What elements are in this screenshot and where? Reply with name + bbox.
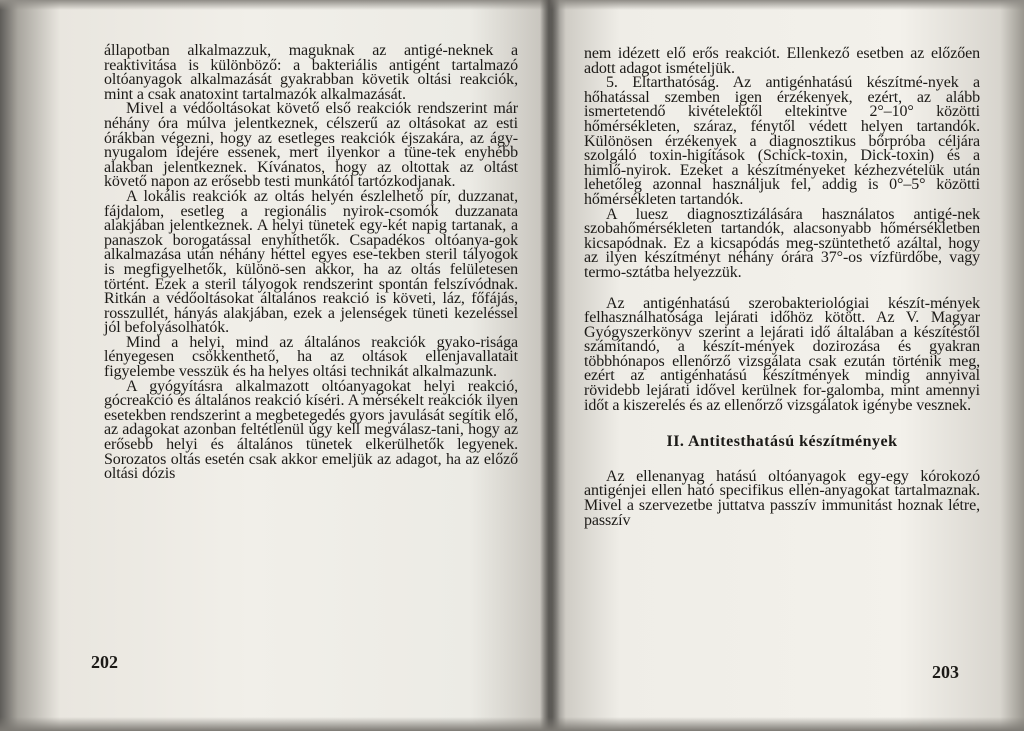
right-page (552, 0, 1024, 731)
right-paragraph: Az ellenanyag hatású oltóanyagok egy-egy kórokozó antigénjei ellen ható specifikus ellen-anyagokat tartalmaznak. Mivel a szervezetbe juttatva passzív immunitást hoznak létre, passzív (584, 467, 980, 529)
section-heading: II. Antitesthatású készítmények (666, 433, 898, 451)
left-paragraph: állapotban alkalmazzuk, maguknak az antigé-neknek a reaktivitása is különböző: a bakteriális antigént tartalmazó oltóanyagok alkalmazását gyakrabban követik oltási reakciók, mint a csak anatoxint tartalmazók alkalmazását. (104, 42, 518, 103)
left-paragraph: Mivel a védőoltásokat követő első reakciók rendszerint már néhány óra múlva jelentkeznek, célszerű az oltásokat az esti órákban végezni, hogy az esetleges reakciók éjszakára, az ágy-nyugalom idejére essenek, mert ilyenkor a tüne-tek enyhébb alakban jelentkeznek. Kívánatos, hogy az oltottak az oltást követő napon az erősebb testi munkától tartózkodjanak. (104, 100, 518, 191)
left-paragraph: A lokális reakciók az oltás helyén észlelhető pír, duzzanat, fájdalom, esetleg a regionális nyirok-csomók duzzanata alakjában jelentkeznek. A helyi tünetek egy-két napig tartanak, a panaszok borogatással enyhíthetők. Csapadékos oltóanya-gok alkalmazása után néhány héttel egyes ese-tekben steril tályogok is megfigyelhetők, különö-sen akkor, ha az oltás felületesen történt. Ezek a steril tályogok rendszerint spontán felszívódnak. Ritkán a védőoltásokat általános reakció is követi, láz, főfájás, rosszullét, hányás alakjában, ezek a jelenségek tüneti kezeléssel jól befolyásolhatók. (104, 187, 518, 337)
left-text-column (104, 44, 518, 482)
right-paragraph: nem idézett elő erős reakciót. Ellenkező esetben az előzően adott adagot ismételjük. (584, 45, 980, 77)
right-paragraph: 5. Eltarthatóság. Az antigénhatású készítmé-nyek a hőhatással szemben igen érzékenyek, ezért, az alább ismertetendő kivételektől eltekintve 2°–10° közötti hőmérsékleten, száraz, fénytől védett helyen tartandók. Különösen érzékenyek a diagnosztikus bőrpróba céljára szolgáló toxin-higítások (Schick-toxin, Dick-toxin) és a himlő-nyirok. Ezeket a készítményeket kézhezvételük után lehetőleg azonnal használjuk fel, addig is 0°–5° közötti hőmérsékleten tartandók. (584, 74, 980, 208)
right-paragraph: Az antigénhatású szerobakteriológiai készít-mények felhasználhatósága lejárati időhöz kötött. Az V. Magyar Gyógyszerkönyv szerint a lejárati idő általában a készítéstől számítandó, a készít-mények dozirozása és gyakran többhónapos ellenőrző vizsgálata csak ezután történik meg, ezért az antigénhatású készítmények mindig annyival rövidebb lejárati idővel kerülnek for-galomba, mint amennyi időt a kiszerelés és az ellenőrző vizsgálatok igénybe vesznek. (584, 294, 980, 414)
left-paragraph: Mind a helyi, mind az általános reakciók gyako-risága lényegesen csökkenthető, ha az oltások ellenjavallatait figyelembe vesszük és ha helyes oltási technikát alkalmazunk. (104, 333, 518, 381)
scan-shadow-bottom (0, 717, 1024, 731)
left-paragraph: A gyógyításra alkalmazott oltóanyagokat helyi reakció, gócreakció és általános reakció kíséri. A mérsékelt reakciók ilyen esetekben rendszerint a megbetegedés gyors javulását segítik elő, az adagokat azonban feltétlenül úgy kell megválasz-tani, hogy az erősebb helyi és általános tünetek elkerülhetők legyenek. Sorozatos oltás esetén csak akkor emeljük az adagot, ha az előző oltási dózis (104, 377, 518, 483)
right-text-column (584, 47, 980, 528)
right-paragraph: A luesz diagnosztizálására használatos antigé-nek szobahőmérsékleten tartandók, alacsonyabb hőmérsékletben kicsapódnak. Ez a kicsapódás meg-szüntethető azáltal, hogy az ilyen készítményt néhány órára 37°-os vízfürdőbe, vagy termo-sztátba helyezzük. (584, 205, 980, 281)
page-number-right: 203 (932, 662, 959, 682)
page-number-left: 202 (91, 652, 118, 672)
